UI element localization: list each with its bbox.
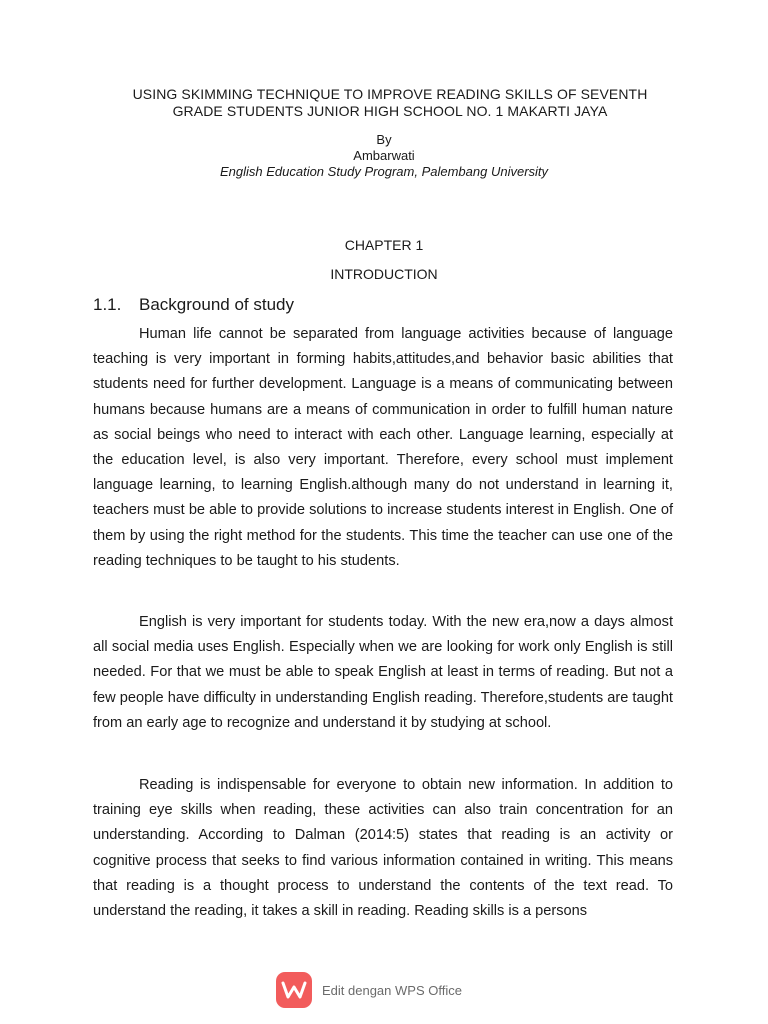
body-paragraph-1: Human life cannot be separated from language activities because of language teaching is very important in forming habits,attitudes,and behavior basic abilities that students need for further development. Language is a means of communicating between humans because humans are a means of communication in order to fulfill human nature as social beings who need to interact with each other. Language learning, especially at the education level, is also very important. Therefore, every school must implement language learning, to learning English.although many do not understand in learning it, teachers must be able to provide solutions to increase students interest in English. One of them by using the right method for the students. This time the teacher can use one of the reading techniques to be taught to his students. bbox=[93, 326, 673, 569]
section-number: 1.1. bbox=[93, 295, 122, 314]
title-line-1: USING SKIMMING TECHNIQUE TO IMPROVE READING SKILLS OF SEVENTH bbox=[132, 86, 648, 102]
document-title bbox=[100, 86, 680, 120]
section-heading bbox=[93, 294, 294, 316]
author-name: Ambarwati bbox=[353, 148, 415, 163]
byline bbox=[0, 132, 768, 180]
chapter-number: CHAPTER 1 bbox=[344, 237, 424, 253]
wps-office-logo-icon bbox=[276, 972, 312, 1008]
body-paragraph-3: Reading is indispensable for everyone to obtain new information. In addition to training eye skills when reading, these activities can also train concentration for an understanding. According to Dalman (2014:5) states that reading is an activity or cognitive process that seeks to find various information contained in writing. This means that reading is a thought process to understand the contents of the text read. To understand the reading, it takes a skill in reading. Reading skills is a persons bbox=[93, 777, 673, 920]
wps-edit-text[interactable]: Edit dengan WPS Office bbox=[322, 982, 462, 998]
chapter-title: INTRODUCTION bbox=[330, 266, 438, 282]
section-title: Background of study bbox=[139, 295, 294, 314]
title-line-2: GRADE STUDENTS JUNIOR HIGH SCHOOL NO. 1 MAKARTI JAYA bbox=[172, 103, 608, 119]
body-paragraph-2: English is very important for students today. With the new era,now a days almost all social media uses English. Especially when we are looking for work only English is still needed. For that we must be able to speak English at least in terms of reading. But not a few people have difficulty in understanding English reading. Therefore,students are taught from an early age to recognize and understand it by studying at school. bbox=[93, 614, 673, 731]
wps-edit-badge[interactable] bbox=[276, 972, 462, 1008]
by-label: By bbox=[376, 132, 392, 147]
author-affiliation: English Education Study Program, Palembang University bbox=[219, 164, 549, 179]
